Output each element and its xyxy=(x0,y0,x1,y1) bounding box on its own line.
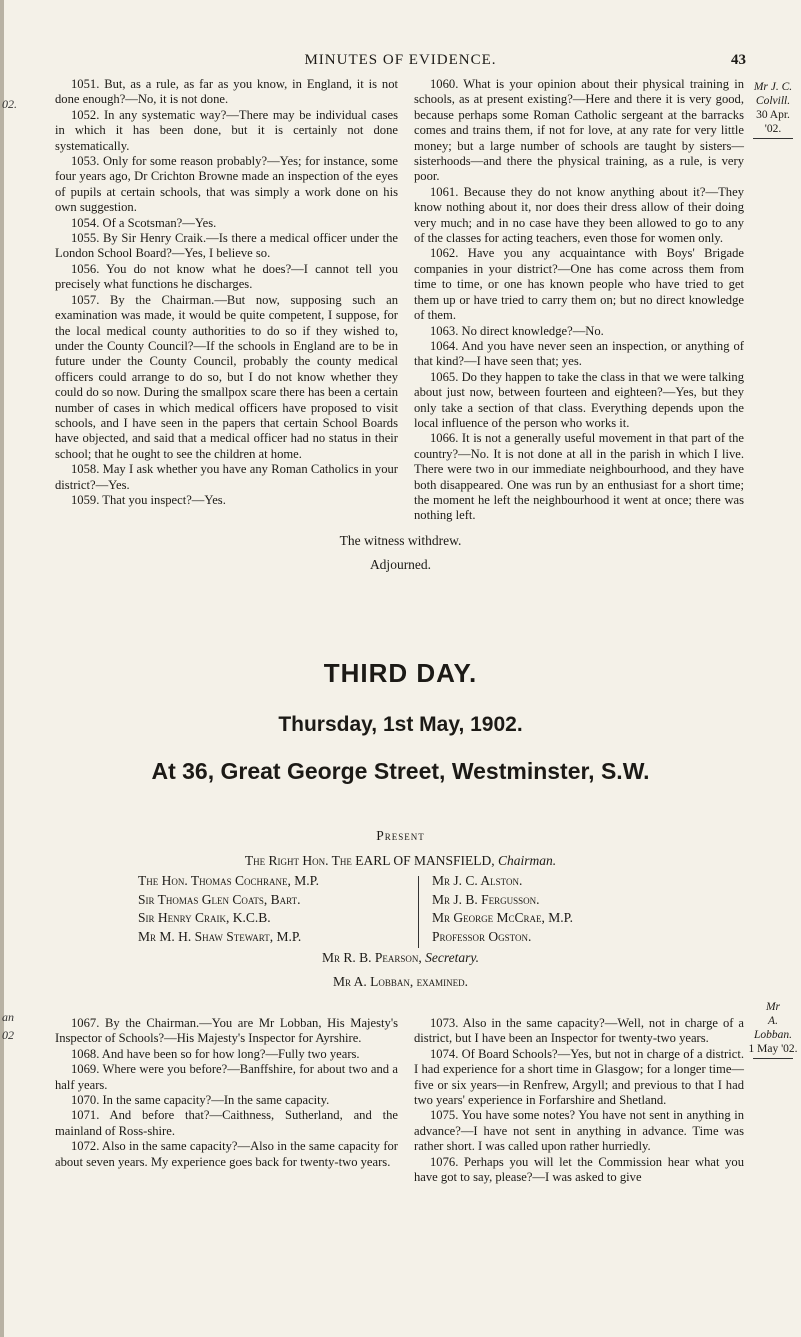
member-entry: Mr J. B. Fergusson. xyxy=(432,891,540,907)
paragraph-1060: 1060. What is your opinion about their physical training in schools, as at present existing?—Here and there it is very good, because perhaps some Roman Catholic sergeant at the barracks comes and trains them, if not for love, at any rate for very little money; but a large number of schools are taught by sisters—sisterhoods—and there the physical training, as a rule, is very poor. xyxy=(414,77,744,184)
paragraph-1055: 1055. By Sir Henry Craik.—Is there a medical officer under the London School Board?—Yes, I believe so. xyxy=(55,231,398,261)
secretary-line xyxy=(0,950,801,966)
secretary-role: Secretary. xyxy=(425,950,479,965)
chairman-role: Chairman. xyxy=(497,853,557,868)
witness-withdrew: The witness withdrew. xyxy=(339,533,462,548)
edge-fragment: 02 xyxy=(2,1028,14,1042)
adjourned: Adjourned. xyxy=(369,557,432,572)
date-heading: Thursday, 1st May, 1902. xyxy=(278,713,523,736)
upper-left-column xyxy=(55,77,398,508)
day-heading: THIRD DAY. xyxy=(323,658,478,688)
paragraph-1068: 1068. And have been so for how long?—Fully two years. xyxy=(71,1046,360,1061)
margin-rule xyxy=(753,1058,793,1059)
witness-name-2: A. Lobban. xyxy=(753,1015,793,1041)
paragraph-1059: 1059. That you inspect?—Yes. xyxy=(71,492,226,507)
member-entry: Mr M. H. Shaw Stewart, M.P. xyxy=(138,928,302,944)
page-header xyxy=(0,52,801,70)
witness-surname: Colvill. xyxy=(755,95,791,107)
paragraph-1075: 1075. You have some notes? You have not sent in anything in advance?—I have not sent in anything in advance. Time was rather short. I was called upon rather hurriedly. xyxy=(414,1108,744,1154)
paragraph-1065: 1065. Do they happen to take the class in that we were talking about just now, between fourteen and eighteen?—Yes, but they only take a section of that class. Everything depends upon the local influence of the person who works it. xyxy=(414,369,744,430)
paragraph-1054: 1054. Of a Scotsman?—Yes. xyxy=(71,215,217,230)
chairman-line xyxy=(0,853,801,869)
witness-margin-note xyxy=(748,80,798,139)
edge-fragment: 02. xyxy=(2,97,17,111)
witness-examined: Mr A. Lobban, examined. xyxy=(332,974,468,989)
present-heading: Present xyxy=(376,828,425,843)
member-entry: Sir Henry Craik, K.C.B. xyxy=(138,910,271,925)
lower-left-column xyxy=(55,1016,398,1170)
upper-right-column xyxy=(414,77,744,524)
secretary-name: Mr R. B. Pearson, xyxy=(321,950,422,965)
paragraph-1073: 1073. Also in the same capacity?—Well, not in charge of a district, but I have been an Inspector for twenty-two years. xyxy=(414,1016,744,1046)
paragraph-1058: 1058. May I ask whether you have any Roman Catholics in your district?—Yes. xyxy=(55,462,398,492)
paragraph-1064: 1064. And you have never seen an inspection, or anything of that kind?—I have seen that; yes. xyxy=(414,338,744,369)
paragraph-1061: 1061. Because they do not know anything about it?—They know nothing about it, nor does their dress allow of their doing very much; and in no case have they been allowed to go to any of the classes for acting teachers, even those for women only. xyxy=(414,184,744,246)
paragraph-1072: 1072. Also in the same capacity?—Also in the same capacity for about seven years. My experience goes back for twenty-two years. xyxy=(55,1139,398,1169)
member-entry: Mr J. C. Alston. xyxy=(432,873,523,888)
members-left-list xyxy=(138,872,319,946)
running-title: MINUTES OF EVIDENCE. xyxy=(304,52,497,68)
venue-heading: At 36, Great George Street, Westminster, S.W. xyxy=(151,758,650,784)
paragraph-1052: 1052. In any systematic way?—There may be individual cases in which it has been done, but it is certainly not done systematically. xyxy=(55,107,398,153)
paragraph-1057: 1057. By the Chairman.—But now, supposing such an examination was made, it would be quite competent, I suppose, for the local medical county authorities to do so if they wished to, under the County Council?—If the schools in England are to be in future under the County Council, probably the county medical officers could arrange to do so, but I do not know whether they could do so now. During the smallpox scare there has been a certain number of cases in which medical officers have proposed to visit schools, and I have seen in the papers that certain School Boards have objected, and said that a medical officer had no status in their school; that he ought to see the children at home. xyxy=(55,292,398,461)
member-entry: Sir Thomas Glen Coats, Bart. xyxy=(138,891,301,907)
paragraph-1067: 1067. By the Chairman.—You are Mr Lobban, His Majesty's Inspector of Schools?—His Majesty's Inspector for Ayrshire. xyxy=(55,1016,398,1046)
witness-name: Mr J. C. xyxy=(753,81,793,93)
margin-rule xyxy=(753,138,793,139)
page-number: 43 xyxy=(731,52,746,68)
edge-fragment: an xyxy=(2,1010,14,1024)
witness-title: Mr xyxy=(765,1001,781,1013)
witness-date-2: 1 May '02. xyxy=(748,1043,798,1055)
paragraph-1056: 1056. You do not know what he does?—I cannot tell you precisely what functions he discharges. xyxy=(55,261,398,292)
paragraph-1063: 1063. No direct knowledge?—No. xyxy=(430,323,604,338)
paragraph-1074: 1074. Of Board Schools?—Yes, but not in charge of a district. I had experience for a short time in Glasgow; for a longer time—five or six years—in Renfrew, Argyll; and previous to that I had two years' experience in Forfarshire and Shetland. xyxy=(414,1046,744,1108)
chairman-name: The Right Hon. The EARL OF MANSFIELD, xyxy=(244,853,495,868)
witness-margin-note-2 xyxy=(748,1000,798,1059)
paragraph-1070: 1070. In the same capacity?—In the same capacity. xyxy=(71,1093,330,1108)
member-entry: The Hon. Thomas Cochrane, M.P. xyxy=(138,873,320,888)
witness-date: 30 Apr. '02. xyxy=(756,109,790,135)
members-right-list xyxy=(432,872,573,946)
paragraph-1071: 1071. And before that?—Caithness, Sutherland, and the mainland of Ross-shire. xyxy=(55,1108,398,1138)
member-entry: Mr George McCrae, M.P. xyxy=(432,910,574,925)
paragraph-1076: 1076. Perhaps you will let the Commission hear what you have got to say, please?—I was asked to give xyxy=(414,1154,744,1185)
member-entry: Professor Ogston. xyxy=(432,928,532,944)
paragraph-1069: 1069. Where were you before?—Banffshire, for about two and a half years. xyxy=(55,1062,398,1092)
paragraph-1053: 1053. Only for some reason probably?—Yes; for instance, some four years ago, Dr Crichton Browne made an inspection of the eyes of pupils at certain schools, that was simply a work done on his own suggestion. xyxy=(55,154,398,215)
paragraph-1062: 1062. Have you any acquaintance with Boys' Brigade companies in your district?—One has come across them from time to time, or one has known people who have tried to get them up or have tried to carry them on; but no direct knowledge of them. xyxy=(414,246,744,323)
members-divider xyxy=(418,876,419,948)
paragraph-1066: 1066. It is not a generally useful movement in that part of the country?—No. It is not done at all in the parish in which I live. There were two in our immediate neighbourhood, and they have both disappeared. One was run by an enthusiast for a short time; the moment he left the neighbourhood it went at once; there was nothing left. xyxy=(414,431,744,523)
lower-right-column xyxy=(414,1016,744,1185)
paragraph-1051: 1051. But, as a rule, as far as you know, in England, it is not done enough?—No, it is not done. xyxy=(55,77,398,107)
